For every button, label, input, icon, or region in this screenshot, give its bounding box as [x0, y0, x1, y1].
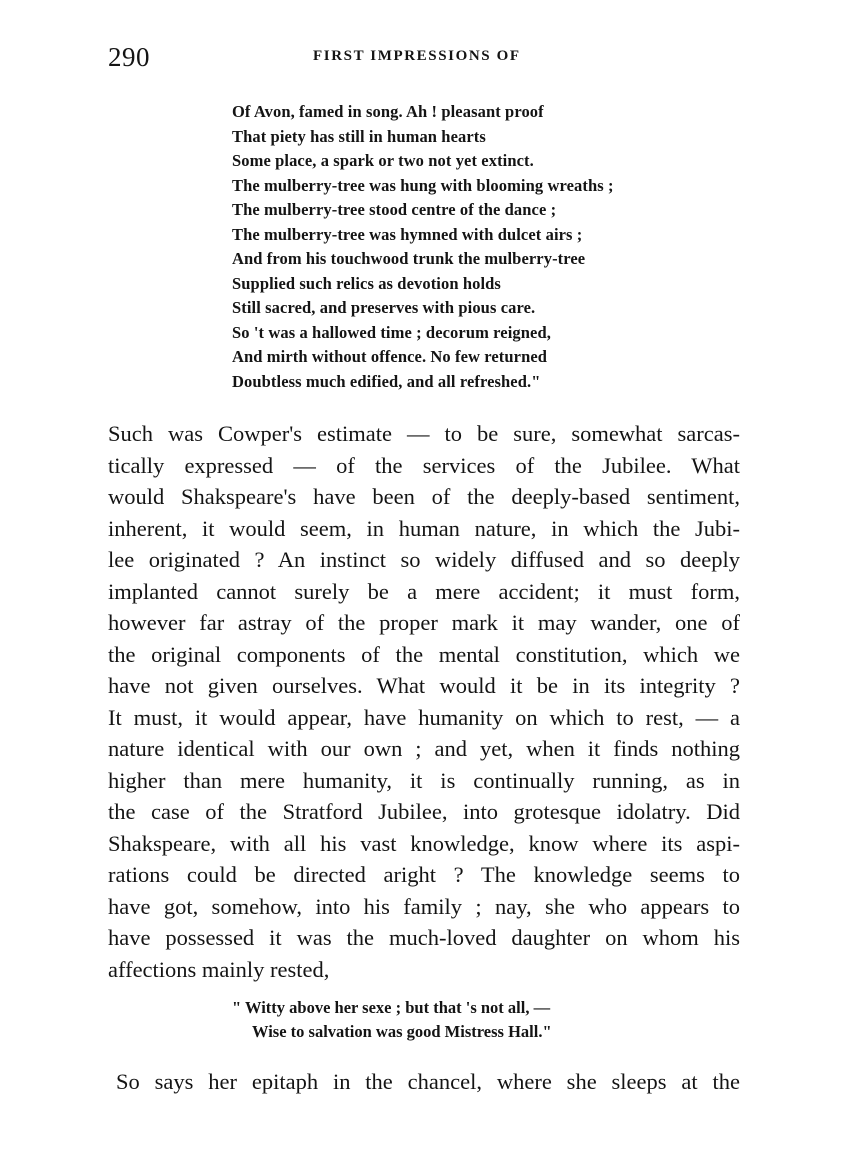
page-number: 290 [108, 42, 150, 72]
paragraph-line: the case of the Stratford Jubilee, into grotesque idolatry. Did [108, 799, 740, 824]
paragraph-line: Such was Cowper's estimate — to be sure, somewhat sarcas- [108, 421, 740, 446]
paragraph-line: have not given ourselves. What would it be in its integrity ? [108, 673, 740, 698]
poem-quotation [232, 100, 702, 394]
poem-line: And from his touchwood trunk the mulberry-tree [232, 249, 586, 268]
poem-line: Some place, a spark or two not yet extinct. [232, 151, 534, 170]
paragraph-line: It must, it would appear, have humanity on which to rest, — a [108, 704, 740, 730]
closing-line: So says her epitaph in the chancel, where she sleeps at the [116, 1069, 740, 1094]
poem-line: Doubtless much edified, and all refreshed." [232, 371, 541, 391]
epitaph-quotation [232, 996, 702, 1044]
paragraph-line: rations could be directed aright ? The knowledge seems to [108, 862, 740, 887]
poem-line: That piety has still in human hearts [232, 126, 486, 146]
poem-line: The mulberry-tree was hung with blooming wreaths ; [232, 175, 614, 195]
poem-line: The mulberry-tree was hymned with dulcet airs ; [232, 224, 583, 244]
paragraph-line: have possessed it was the much-loved daughter on whom his [108, 925, 740, 950]
paragraph-line: inherent, it would seem, in human nature, in which the Jubi- [108, 515, 740, 541]
epitaph-line: Wise to salvation was good Mistress Hall." [252, 1022, 552, 1041]
epitaph-line: " Witty above her sexe ; but that 's not all, — [232, 998, 551, 1017]
page-header [108, 42, 748, 76]
paragraph-line: lee originated ? An instinct so widely diffused and so deeply [108, 547, 740, 572]
paragraph-line: higher than mere humanity, it is continually running, as in [108, 767, 740, 793]
paragraph-line: the original components of the mental constitution, which we [108, 641, 740, 667]
closing-paragraph [116, 1066, 740, 1098]
paragraph-line: implanted cannot surely be a mere accident; it must form, [108, 578, 740, 604]
poem-line: Still sacred, and preserves with pious care. [232, 298, 536, 317]
body-paragraph [108, 418, 740, 985]
paragraph-line: have got, somehow, into his family ; nay, she who appears to [108, 893, 740, 919]
paragraph-line: tically expressed — of the services of the Jubilee. What [108, 452, 740, 478]
poem-line: So 't was a hallowed time ; decorum reigned, [232, 322, 551, 342]
paragraph-line: affections mainly rested, [108, 956, 330, 982]
poem-line: The mulberry-tree stood centre of the dance ; [232, 200, 557, 219]
paragraph-line: nature identical with our own ; and yet, when it finds nothing [108, 736, 740, 761]
paragraph-line: would Shakspeare's have been of the deeply-based sentiment, [108, 484, 740, 509]
poem-line: And mirth without offence. No few returned [232, 347, 548, 366]
paragraph-line: Shakspeare, with all his vast knowledge, know where its aspi- [108, 830, 740, 856]
poem-line: Supplied such relics as devotion holds [232, 273, 501, 293]
poem-line: Of Avon, famed in song. Ah ! pleasant proof [232, 102, 544, 121]
paragraph-line: however far astray of the proper mark it may wander, one of [108, 610, 740, 635]
running-head: FIRST IMPRESSIONS OF [313, 48, 521, 64]
